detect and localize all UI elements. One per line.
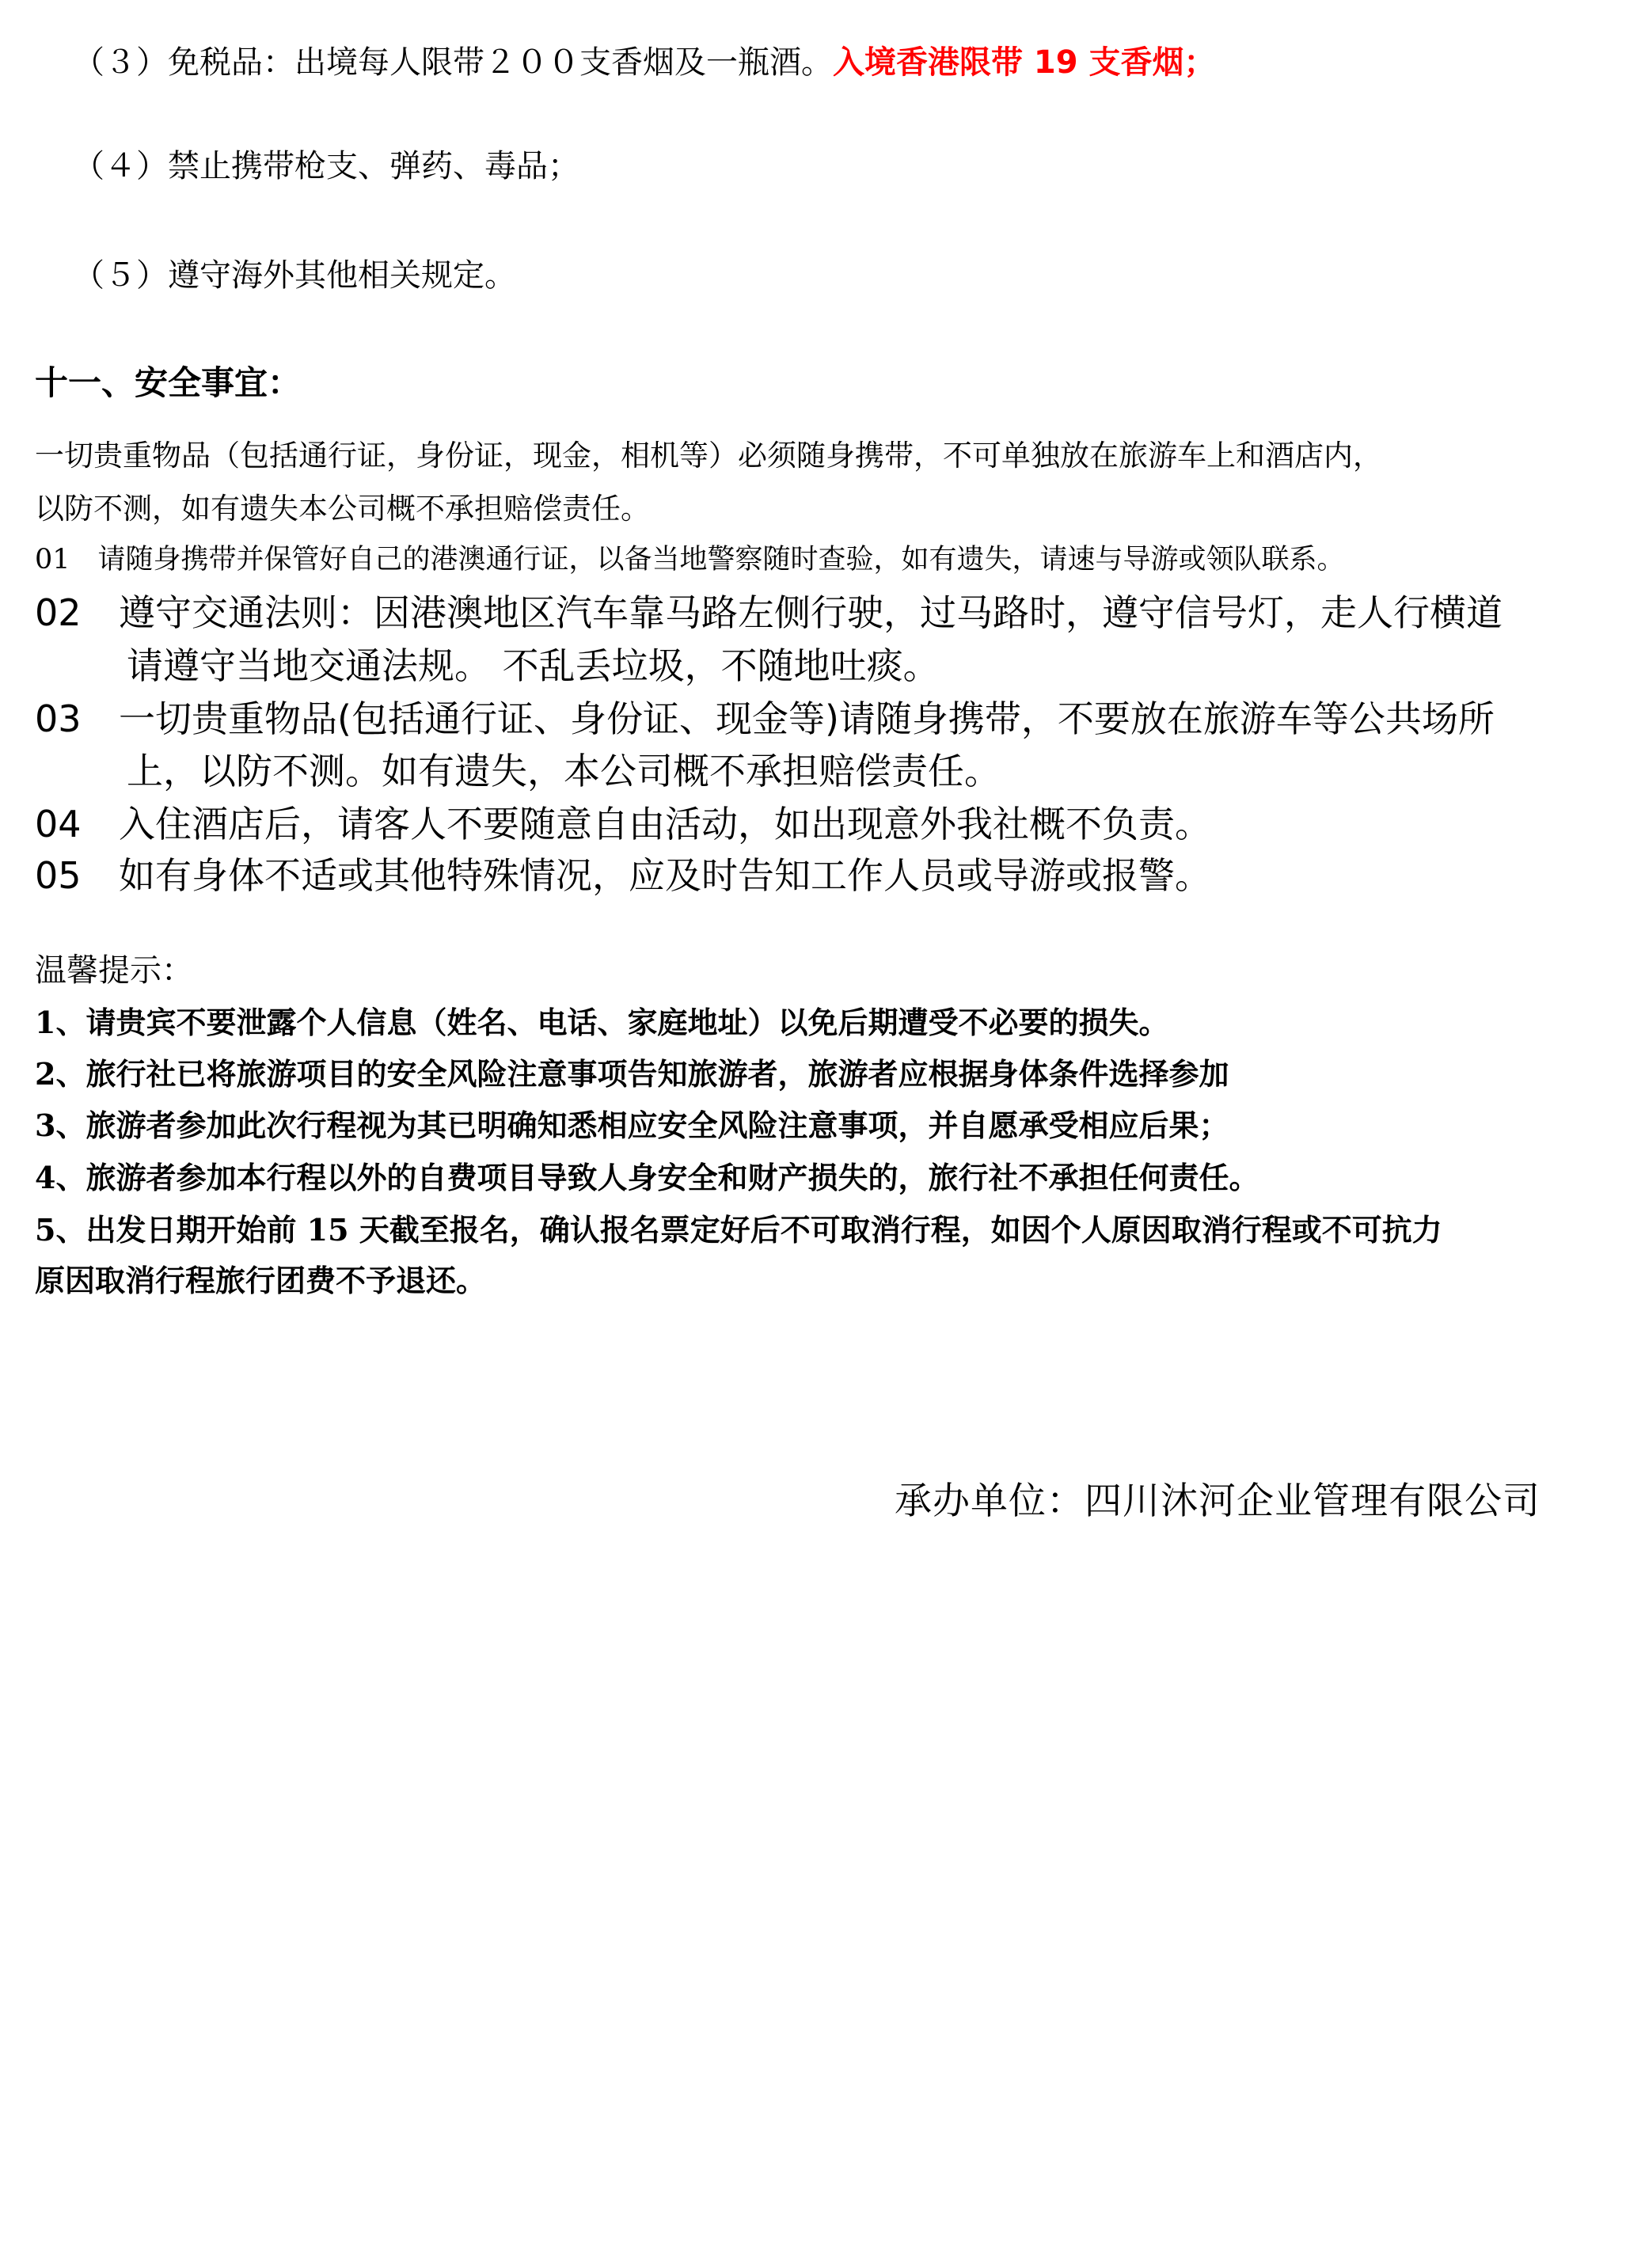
safety-item-03-number: 03 <box>35 697 82 740</box>
safety-intro-line-2: 以防不测，如有遗失本公司概不承担赔偿责任。 <box>35 492 650 526</box>
tip-item-2: 2、旅行社已将旅游项目的安全风险注意事项告知旅游者，旅游者应根据身体条件选择参加 <box>35 1056 1229 1092</box>
safety-item-02-number: 02 <box>35 591 82 634</box>
safety-item-03-text: 一切贵重物品(包括通行证、身份证、现金等)请随身携带，不要放在旅游车等公共场所 <box>119 697 1495 740</box>
safety-item-05-number: 05 <box>35 854 82 897</box>
safety-item-02 <box>35 592 1503 634</box>
tip-item-1: 1、请贵宾不要泄露个人信息（姓名、电话、家庭地址）以免后期遭受不必要的损失。 <box>35 1005 1169 1040</box>
safety-item-02-line-2: 请遵守当地交通法规。 不乱丢垃圾，不随地吐痰。 <box>127 644 940 687</box>
safety-item-01: 01 请随身携带并保管好自己的港澳通行证，以备当地警察随时查验，如有遗失，请速与导游或领队联系。 <box>35 544 1345 576</box>
rule-3-text: （３）免税品：出境每人限带２００支香烟及一瓶酒。 <box>73 44 833 81</box>
tip-item-3: 3、旅游者参加此次行程视为其已明确知悉相应安全风险注意事项，并自愿承受相应后果； <box>35 1107 1229 1143</box>
safety-item-05-text: 如有身体不适或其他特殊情况，应及时告知工作人员或导游或报警。 <box>119 854 1211 897</box>
safety-item-02-text: 遵守交通法则：因港澳地区汽车靠马路左侧行驶，过马路时，遵守信号灯，走人行横道 <box>119 591 1503 634</box>
tips-title: 温馨提示： <box>35 952 193 989</box>
safety-item-04-number: 04 <box>35 803 82 845</box>
rule-3 <box>73 44 1216 81</box>
rule-4: （４）禁止携带枪支、弹药、毒品； <box>73 148 579 184</box>
rule-3-highlight: 入境香港限带 19 支香烟； <box>833 44 1216 81</box>
organizer-signature: 承办单位：四川沐河企业管理有限公司 <box>895 1480 1541 1523</box>
safety-item-05 <box>35 855 1211 897</box>
safety-item-04 <box>35 803 1211 845</box>
tip-item-5-line-2: 原因取消行程旅行团费不予退还。 <box>35 1263 487 1298</box>
rule-5: （５）遵守海外其他相关规定。 <box>73 257 516 294</box>
safety-item-03-line-2: 上，以防不测。如有遗失，本公司概不承担赔偿责任。 <box>127 750 1001 792</box>
tip-item-4: 4、旅游者参加本行程以外的自费项目导致人身安全和财产损失的，旅行社不承担任何责任。 <box>35 1160 1259 1195</box>
safety-item-04-text: 入住酒店后，请客人不要随意自由活动，如出现意外我社概不负责。 <box>119 803 1211 845</box>
tip-item-5: 5、出发日期开始前 15 天截至报名，确认报名票定好后不可取消行程，如因个人原因取消行程或不可抗力 <box>35 1212 1442 1248</box>
safety-heading: 十一、安全事宜： <box>35 363 302 402</box>
safety-intro-line-1: 一切贵重物品（包括通行证，身份证，现金，相机等）必须随身携带，不可单独放在旅游车上和酒店内， <box>35 439 1382 473</box>
safety-item-03 <box>35 698 1495 740</box>
